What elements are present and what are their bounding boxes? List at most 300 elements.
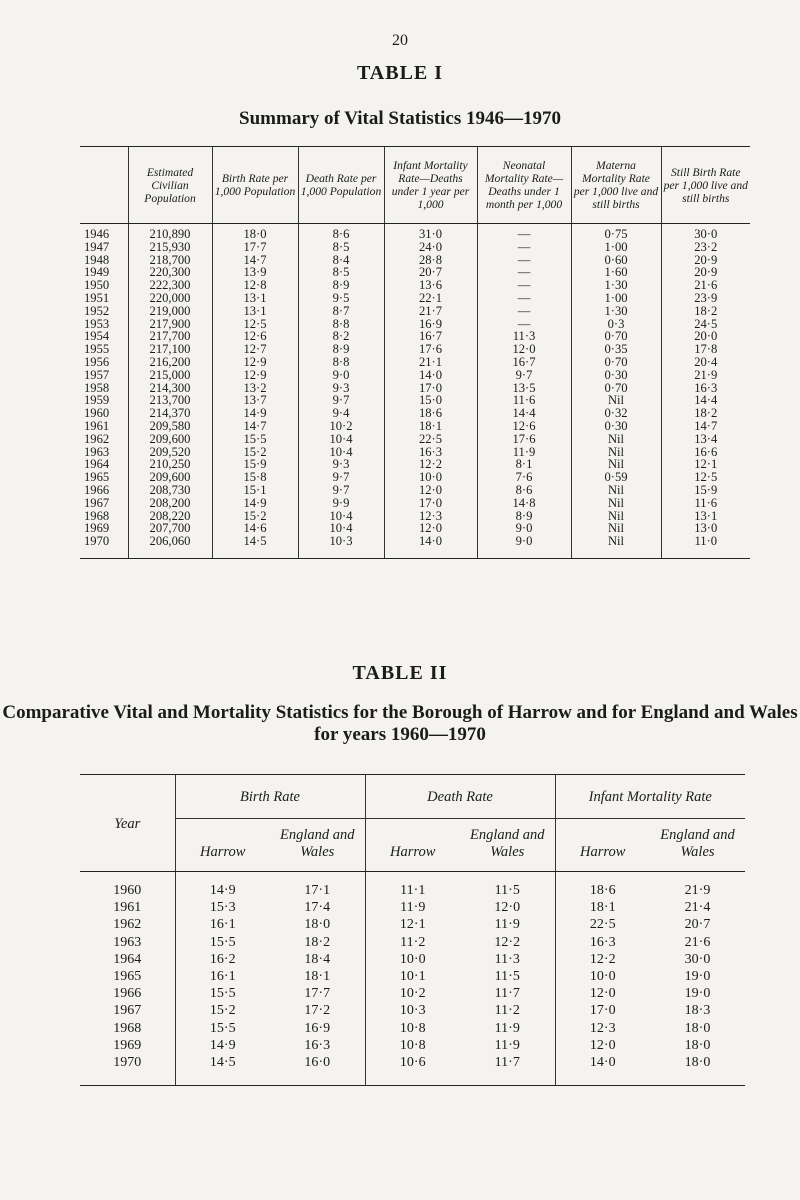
cell-maternal-mortality: 0·30 (571, 420, 661, 433)
cell-death-england-wales: 11·5 (494, 969, 520, 985)
cell-birth-rate: 15·8 (212, 471, 298, 484)
cell-birth-rate: 14·6 (212, 522, 298, 535)
cell-neonatal-mortality: 9·0 (477, 535, 571, 558)
table-row (80, 1020, 745, 1037)
cell-infant-england-wales: 30·0 (684, 951, 711, 967)
cell-death-harrow: 10·8 (365, 1037, 460, 1054)
cell-death-rate: 8·5 (298, 241, 384, 254)
cell-year: 1957 (84, 367, 110, 382)
cell-still-birth: 24·5 (661, 318, 750, 331)
cell-death-rate: 9·7 (298, 394, 384, 407)
cell-population: 214,300 (128, 382, 212, 395)
cell-death-harrow: 10·8 (365, 1020, 460, 1037)
cell-birth-england-wales: 18·0 (304, 917, 331, 933)
cell-population: 220,300 (128, 266, 212, 279)
cell-birth-england-wales: 18·1 (304, 969, 331, 985)
table-row (80, 872, 745, 900)
cell-neonatal-mortality: 8·1 (477, 458, 571, 471)
cell-death-rate: 9·7 (298, 471, 384, 484)
cell-infant-mortality: 16·7 (384, 330, 477, 343)
cell-neonatal-mortality: 14·8 (477, 497, 571, 510)
cell-population: 209,580 (128, 420, 212, 433)
cell-birth-harrow: 14·9 (175, 872, 270, 900)
cell-birth-harrow: 16·1 (175, 968, 270, 985)
cell-infant-mortality: 15·0 (384, 394, 477, 407)
cell-population: 210,890 (128, 224, 212, 241)
table1-header-neonatal-mortality: Neonatal Mortality Rate—Deaths under 1 month per 1,000 (477, 147, 571, 224)
table-row (80, 241, 750, 254)
cell-birth-harrow: 16·1 (175, 916, 270, 933)
cell-birth-england-wales: 17·4 (304, 900, 331, 916)
cell-still-birth: 16·3 (661, 382, 750, 395)
cell-year: 1954 (84, 329, 110, 344)
cell-birth-harrow: 15·5 (175, 985, 270, 1002)
cell-death-england-wales: 11·3 (494, 951, 520, 967)
cell-death-rate: 8·6 (298, 224, 384, 241)
cell-death-rate: 8·8 (298, 356, 384, 369)
cell-population: 214,370 (128, 407, 212, 420)
cell-birth-rate: 13·1 (212, 305, 298, 318)
cell-infant-mortality: 21·7 (384, 305, 477, 318)
cell-year: 1958 (84, 380, 110, 395)
cell-death-england-wales: 11·7 (460, 1054, 555, 1086)
cell-year: 1965 (84, 470, 110, 485)
cell-still-birth: 23·9 (661, 292, 750, 305)
cell-population: 210,250 (128, 458, 212, 471)
cell-infant-harrow: 18·1 (555, 899, 650, 916)
cell-maternal-mortality: Nil (571, 484, 661, 497)
cell-infant-mortality: 17·0 (384, 497, 477, 510)
cell-year: 1969 (113, 1037, 142, 1053)
vital-statistics-table (80, 146, 750, 559)
cell-infant-mortality: 12·3 (384, 510, 477, 523)
cell-death-rate: 10·3 (298, 535, 384, 558)
cell-neonatal-mortality: 9·0 (477, 522, 571, 535)
cell-death-rate: 10·4 (298, 433, 384, 446)
table-row (80, 916, 745, 933)
cell-death-rate: 8·4 (298, 254, 384, 267)
table2-sub-header-row (80, 819, 745, 872)
cell-neonatal-mortality: — (477, 254, 571, 267)
cell-death-england-wales: 11·9 (494, 1020, 520, 1036)
cell-death-rate: 10·4 (298, 522, 384, 535)
cell-maternal-mortality: 1·30 (571, 305, 661, 318)
cell-death-harrow: 10·1 (365, 968, 460, 985)
cell-year: 1968 (84, 508, 110, 523)
cell-population: 217,900 (128, 318, 212, 331)
table2-subheader-harrow: Harrow (175, 819, 270, 872)
cell-death-rate: 8·9 (298, 279, 384, 292)
cell-neonatal-mortality: 11·3 (477, 330, 571, 343)
cell-birth-harrow: 16·2 (175, 951, 270, 968)
cell-birth-rate: 13·7 (212, 394, 298, 407)
cell-birth-england-wales: 17·7 (304, 986, 331, 1002)
cell-neonatal-mortality: — (477, 305, 571, 318)
cell-population: 208,730 (128, 484, 212, 497)
cell-death-rate: 10·2 (298, 420, 384, 433)
cell-maternal-mortality: 0·59 (571, 471, 661, 484)
cell-still-birth: 11·0 (661, 535, 750, 558)
cell-year: 1967 (113, 1003, 142, 1019)
cell-neonatal-mortality: 12·6 (477, 420, 571, 433)
cell-maternal-mortality: 0·3 (571, 318, 661, 331)
cell-birth-england-wales: 16·3 (304, 1037, 331, 1053)
table1-header-maternal-mortality: Materna Mortality Rate per 1,000 live and still births (571, 147, 661, 224)
cell-year: 1968 (113, 1020, 142, 1036)
cell-still-birth: 21·9 (661, 369, 750, 382)
cell-maternal-mortality: 1·00 (571, 241, 661, 254)
cell-birth-rate: 15·9 (212, 458, 298, 471)
table-row (80, 1002, 745, 1019)
cell-death-rate: 8·5 (298, 266, 384, 279)
table1-header-still-birth: Still Birth Rate per 1,000 live and still births (661, 147, 750, 224)
table1-header-infant-mortality: Infant Mortality Rate—Deaths under 1 year per 1,000 (384, 147, 477, 224)
cell-infant-mortality: 22·1 (384, 292, 477, 305)
cell-infant-harrow: 12·3 (555, 1020, 650, 1037)
cell-population: 206,060 (128, 535, 212, 558)
cell-still-birth: 20·9 (661, 266, 750, 279)
cell-birth-harrow: 15·3 (175, 899, 270, 916)
table2-subheader-england-wales: England and Wales (270, 819, 365, 872)
cell-birth-rate: 15·2 (212, 446, 298, 459)
cell-year: 1950 (84, 278, 110, 293)
cell-year: 1953 (84, 316, 110, 331)
table2-subtitle: Comparative Vital and Mortality Statistics for the Borough of Harrow and for England and Wales for years 1960—1970 (2, 702, 798, 745)
cell-infant-mortality: 16·9 (384, 318, 477, 331)
cell-infant-mortality: 13·6 (384, 279, 477, 292)
cell-neonatal-mortality: 17·6 (477, 433, 571, 446)
cell-still-birth: 16·6 (661, 446, 750, 459)
cell-birth-rate: 14·5 (212, 535, 298, 558)
cell-population: 209,520 (128, 446, 212, 459)
cell-maternal-mortality: Nil (571, 394, 661, 407)
cell-infant-england-wales: 18·0 (650, 1054, 745, 1086)
table-row (80, 292, 750, 305)
cell-infant-harrow: 17·0 (555, 1002, 650, 1019)
cell-population: 216,200 (128, 356, 212, 369)
cell-death-rate: 9·3 (298, 458, 384, 471)
cell-birth-england-wales: 17·1 (304, 883, 331, 898)
cell-birth-rate: 14·7 (212, 420, 298, 433)
cell-death-rate: 9·0 (298, 369, 384, 382)
cell-year: 1969 (84, 521, 110, 536)
cell-infant-england-wales: 19·0 (684, 969, 711, 985)
table-row (80, 433, 750, 446)
cell-year: 1960 (113, 883, 142, 898)
cell-infant-mortality: 31·0 (384, 224, 477, 241)
cell-year: 1970 (80, 1054, 175, 1086)
cell-still-birth: 13·4 (661, 433, 750, 446)
cell-infant-harrow: 18·6 (555, 872, 650, 900)
cell-infant-mortality: 20·7 (384, 266, 477, 279)
table-row (80, 484, 750, 497)
table1-header-birth-rate: Birth Rate per 1,000 Population (212, 147, 298, 224)
cell-death-rate: 9·5 (298, 292, 384, 305)
cell-year: 1964 (113, 951, 142, 967)
cell-population: 218,700 (128, 254, 212, 267)
cell-year: 1966 (113, 986, 142, 1002)
table-row (80, 305, 750, 318)
cell-neonatal-mortality: 8·6 (477, 484, 571, 497)
cell-infant-england-wales: 21·4 (684, 900, 711, 916)
cell-year: 1959 (84, 393, 110, 408)
cell-infant-mortality: 28·8 (384, 254, 477, 267)
table-row (80, 1037, 745, 1054)
cell-death-harrow: 10·2 (365, 985, 460, 1002)
cell-birth-rate: 12·6 (212, 330, 298, 343)
cell-year: 1955 (84, 342, 110, 357)
cell-birth-rate: 13·1 (212, 292, 298, 305)
cell-birth-england-wales: 16·9 (304, 1020, 331, 1036)
table-row (80, 224, 750, 241)
table-row (80, 951, 745, 968)
page-number: 20 (392, 32, 408, 49)
cell-death-england-wales: 11·7 (494, 986, 520, 1002)
cell-death-england-wales: 11·9 (494, 1037, 520, 1053)
cell-birth-rate: 12·8 (212, 279, 298, 292)
cell-still-birth: 11·6 (661, 497, 750, 510)
cell-infant-harrow: 12·0 (555, 1037, 650, 1054)
cell-neonatal-mortality: 11·6 (477, 394, 571, 407)
cell-maternal-mortality: 1·60 (571, 266, 661, 279)
cell-infant-mortality: 16·3 (384, 446, 477, 459)
cell-birth-rate: 13·9 (212, 266, 298, 279)
cell-infant-mortality: 12·0 (384, 484, 477, 497)
table1-header-population: Estimated Civilian Population (128, 147, 212, 224)
cell-year: 1963 (113, 934, 142, 950)
cell-year: 1946 (84, 227, 110, 241)
cell-still-birth: 17·8 (661, 343, 750, 356)
cell-death-harrow: 11·9 (365, 899, 460, 916)
cell-year: 1962 (113, 917, 142, 933)
cell-maternal-mortality: 0·35 (571, 343, 661, 356)
cell-maternal-mortality: Nil (571, 497, 661, 510)
cell-death-rate: 9·4 (298, 407, 384, 420)
cell-population: 220,000 (128, 292, 212, 305)
table-row (80, 497, 750, 510)
table-row (80, 899, 745, 916)
table1-body (80, 224, 750, 559)
cell-year: 1960 (84, 406, 110, 421)
cell-birth-england-wales: 16·0 (270, 1054, 365, 1086)
table2-title: TABLE II (352, 662, 448, 684)
cell-neonatal-mortality: — (477, 279, 571, 292)
cell-infant-england-wales: 18·0 (684, 1020, 711, 1036)
cell-death-england-wales: 11·9 (494, 917, 520, 933)
cell-maternal-mortality: Nil (571, 433, 661, 446)
cell-year: 1965 (113, 969, 142, 985)
cell-population: 209,600 (128, 433, 212, 446)
cell-population: 209,600 (128, 471, 212, 484)
table-row (80, 420, 750, 433)
cell-death-harrow: 10·3 (365, 1002, 460, 1019)
cell-maternal-mortality: 0·30 (571, 369, 661, 382)
cell-death-rate: 10·4 (298, 446, 384, 459)
cell-infant-mortality: 14·0 (384, 535, 477, 558)
cell-death-rate: 8·7 (298, 305, 384, 318)
table2-subheader-harrow: Harrow (555, 819, 650, 872)
cell-year: 1948 (84, 252, 110, 267)
cell-still-birth: 20·0 (661, 330, 750, 343)
cell-maternal-mortality: 0·70 (571, 382, 661, 395)
cell-neonatal-mortality: 12·0 (477, 343, 571, 356)
cell-neonatal-mortality: 8·9 (477, 510, 571, 523)
table2-header-birth-rate: Birth Rate (175, 775, 365, 819)
table2-subheader-harrow: Harrow (365, 819, 460, 872)
cell-neonatal-mortality: 13·5 (477, 382, 571, 395)
cell-death-rate: 10·4 (298, 510, 384, 523)
cell-infant-mortality: 22·5 (384, 433, 477, 446)
cell-maternal-mortality: 1·30 (571, 279, 661, 292)
cell-infant-harrow: 12·2 (555, 951, 650, 968)
table-row (80, 985, 745, 1002)
cell-maternal-mortality: Nil (571, 510, 661, 523)
cell-infant-mortality: 14·0 (384, 369, 477, 382)
table2-group-header-row (80, 775, 745, 819)
cell-death-england-wales: 11·2 (494, 1003, 520, 1019)
cell-population: 217,100 (128, 343, 212, 356)
cell-neonatal-mortality: 7·6 (477, 471, 571, 484)
table-row (80, 535, 750, 558)
cell-maternal-mortality: 0·70 (571, 356, 661, 369)
cell-birth-england-wales: 17·2 (304, 1003, 331, 1019)
cell-birth-harrow: 15·2 (175, 1002, 270, 1019)
table1-header-row (80, 147, 750, 224)
cell-maternal-mortality: 0·75 (571, 224, 661, 241)
cell-population: 213,700 (128, 394, 212, 407)
cell-neonatal-mortality: — (477, 266, 571, 279)
cell-still-birth: 20·9 (661, 254, 750, 267)
cell-death-harrow: 10·6 (365, 1054, 460, 1086)
cell-birth-rate: 12·9 (212, 369, 298, 382)
cell-population: 217,700 (128, 330, 212, 343)
cell-infant-england-wales: 18·0 (684, 1037, 711, 1053)
cell-still-birth: 18·2 (661, 407, 750, 420)
cell-neonatal-mortality: — (477, 224, 571, 241)
cell-neonatal-mortality: 9·7 (477, 369, 571, 382)
cell-infant-england-wales: 21·6 (684, 934, 711, 950)
cell-maternal-mortality: Nil (571, 522, 661, 535)
cell-infant-harrow: 14·0 (555, 1054, 650, 1086)
cell-still-birth: 23·2 (661, 241, 750, 254)
cell-maternal-mortality: 1·00 (571, 292, 661, 305)
cell-year: 1949 (84, 265, 110, 280)
cell-infant-mortality: 17·6 (384, 343, 477, 356)
table2-header-infant-mortality: Infant Mortality Rate (555, 775, 745, 819)
cell-maternal-mortality: Nil (571, 446, 661, 459)
cell-year: 1952 (84, 303, 110, 318)
cell-death-rate: 8·8 (298, 318, 384, 331)
cell-death-rate: 8·2 (298, 330, 384, 343)
cell-neonatal-mortality: — (477, 318, 571, 331)
cell-year: 1967 (84, 495, 110, 510)
cell-neonatal-mortality: — (477, 292, 571, 305)
cell-maternal-mortality: 0·70 (571, 330, 661, 343)
cell-birth-rate: 14·7 (212, 254, 298, 267)
cell-population: 215,930 (128, 241, 212, 254)
cell-infant-mortality: 12·0 (384, 522, 477, 535)
cell-birth-rate: 15·1 (212, 484, 298, 497)
cell-infant-mortality: 18·1 (384, 420, 477, 433)
cell-population: 208,200 (128, 497, 212, 510)
table-row (80, 1054, 745, 1086)
cell-year: 1961 (113, 900, 142, 916)
cell-death-harrow: 10·0 (365, 951, 460, 968)
cell-infant-mortality: 17·0 (384, 382, 477, 395)
cell-neonatal-mortality: 14·4 (477, 407, 571, 420)
cell-population: 219,000 (128, 305, 212, 318)
cell-population: 222,300 (128, 279, 212, 292)
cell-neonatal-mortality: 16·7 (477, 356, 571, 369)
comparative-statistics-table (80, 774, 745, 1086)
cell-still-birth: 14·4 (661, 394, 750, 407)
cell-still-birth: 15·9 (661, 484, 750, 497)
cell-birth-harrow: 15·5 (175, 1020, 270, 1037)
cell-birth-rate: 12·7 (212, 343, 298, 356)
cell-year: 1961 (84, 418, 110, 433)
cell-death-rate: 9·7 (298, 484, 384, 497)
cell-still-birth: 13·0 (661, 522, 750, 535)
cell-still-birth: 12·1 (661, 458, 750, 471)
cell-infant-mortality: 10·0 (384, 471, 477, 484)
cell-infant-harrow: 12·0 (555, 985, 650, 1002)
cell-year: 1963 (84, 444, 110, 459)
cell-birth-harrow: 14·9 (175, 1037, 270, 1054)
cell-year: 1956 (84, 354, 110, 369)
cell-maternal-mortality: Nil (571, 458, 661, 471)
cell-still-birth: 13·1 (661, 510, 750, 523)
cell-birth-england-wales: 18·2 (304, 934, 331, 950)
cell-infant-harrow: 16·3 (555, 934, 650, 951)
cell-death-harrow: 12·1 (365, 916, 460, 933)
cell-birth-rate: 15·2 (212, 510, 298, 523)
table2-header-death-rate: Death Rate (365, 775, 555, 819)
cell-death-rate: 9·9 (298, 497, 384, 510)
cell-death-harrow: 11·1 (365, 872, 460, 900)
cell-year: 1962 (84, 431, 110, 446)
table-row (80, 934, 745, 951)
cell-death-harrow: 11·2 (365, 934, 460, 951)
table2-body (80, 872, 745, 1086)
cell-neonatal-mortality: 11·9 (477, 446, 571, 459)
cell-infant-england-wales: 21·9 (684, 883, 711, 898)
table1-header-death-rate: Death Rate per 1,000 Population (298, 147, 384, 224)
cell-death-england-wales: 11·5 (494, 883, 520, 898)
table2-header-year: Year (80, 775, 175, 872)
cell-infant-england-wales: 18·3 (684, 1003, 711, 1019)
table2-subheader-england-wales: England and Wales (650, 819, 745, 872)
cell-birth-rate: 12·5 (212, 318, 298, 331)
cell-year: 1970 (80, 535, 128, 558)
cell-still-birth: 21·6 (661, 279, 750, 292)
cell-year: 1947 (84, 239, 110, 254)
cell-birth-rate: 18·0 (212, 224, 298, 241)
cell-still-birth: 18·2 (661, 305, 750, 318)
cell-year: 1964 (84, 457, 110, 472)
cell-infant-harrow: 22·5 (555, 916, 650, 933)
table-row (80, 968, 745, 985)
cell-maternal-mortality: Nil (571, 535, 661, 558)
table1-subtitle: Summary of Vital Statistics 1946—1970 (239, 108, 561, 129)
cell-infant-england-wales: 19·0 (684, 986, 711, 1002)
cell-birth-rate: 14·9 (212, 497, 298, 510)
cell-birth-rate: 15·5 (212, 433, 298, 446)
table2-subheader-england-wales: England and Wales (460, 819, 555, 872)
cell-still-birth: 14·7 (661, 420, 750, 433)
cell-infant-mortality: 12·2 (384, 458, 477, 471)
cell-death-rate: 8·9 (298, 343, 384, 356)
cell-maternal-mortality: 0·32 (571, 407, 661, 420)
